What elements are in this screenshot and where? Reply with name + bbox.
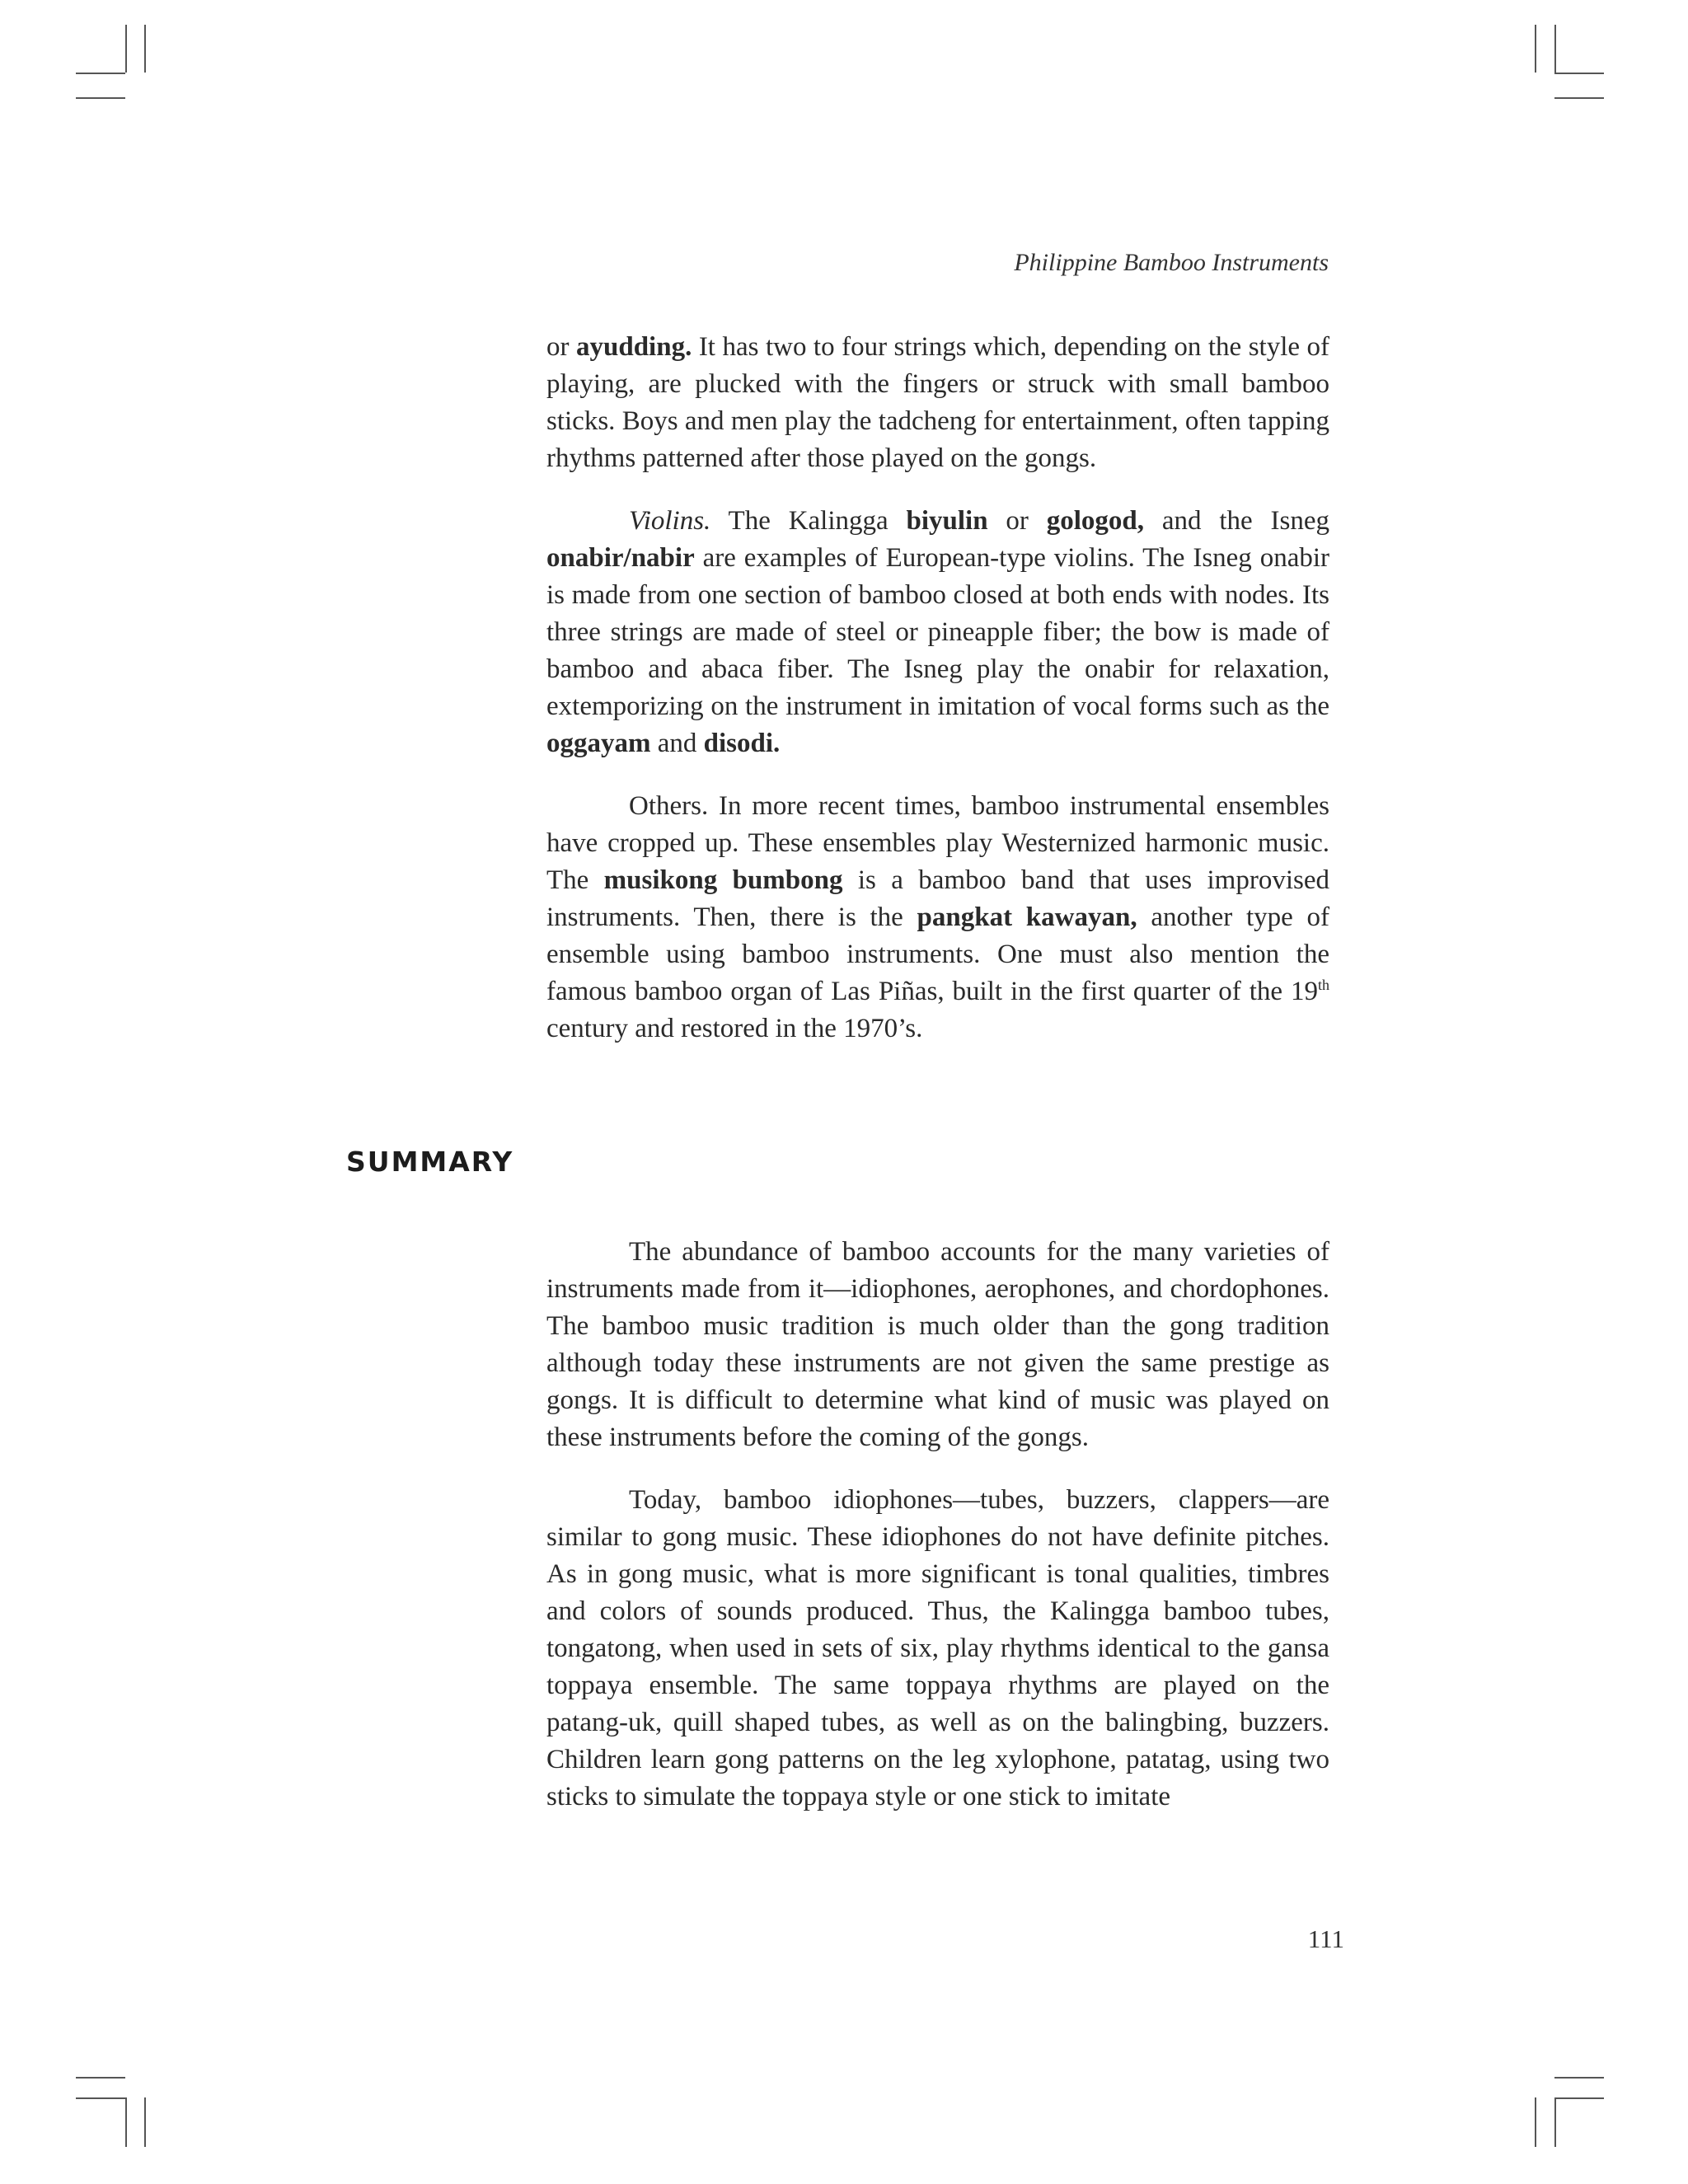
crop-mark	[1554, 2077, 1604, 2079]
paragraph-violins	[546, 503, 1329, 762]
text-run: The Kalingga	[710, 506, 907, 536]
crop-mark	[125, 25, 127, 73]
term-onabir: onabir/nabir	[546, 543, 695, 573]
crop-mark	[144, 25, 146, 73]
term-oggayam: oggayam	[546, 729, 651, 758]
paragraph-others	[546, 788, 1329, 1047]
crop-mark	[1554, 73, 1604, 74]
term-musikong-bumbong: musikong bumbong	[603, 865, 843, 895]
body-text-upper	[546, 329, 1329, 1073]
crop-mark	[144, 2097, 146, 2147]
text-run: is a bamboo band that uses improvised instruments. Then, there is the	[546, 865, 1329, 932]
run-in-heading: Violins.	[629, 506, 711, 536]
text-run: It has two to four strings which, depending on the style of playing, are plucked with the fingers or struck with small bamboo sticks. Boys and men play the tadcheng for entertainment, often tapping rhythms patterned after those played on the gongs.	[546, 332, 1329, 473]
term-pangkat-kawayan: pangkat kawayan,	[917, 902, 1137, 932]
crop-mark	[76, 2097, 125, 2099]
section-heading: SUMMARY	[346, 1146, 514, 1178]
text-run: are examples of European-type violins. The Isneg onabir is made from one section of bamboo closed at both ends with nodes. Its three strings are made of steel or pineapple fiber; the bow is made of bamboo and abaca fiber. The Isneg play the onabir for relaxation, extemporizing on the instrument in imitation of vocal forms such as the	[546, 543, 1329, 721]
term-disodi: disodi.	[703, 729, 781, 758]
term-gologod: gologod,	[1046, 506, 1145, 536]
paragraph-summary-1: The abundance of bamboo accounts for the many varieties of instruments made from it—idiophones, aerophones, and chordophones. The bamboo music tradition is much older than the gong tradition although today these instruments are not given the same prestige as gongs. It is difficult to determine what kind of music was played on these instruments before the coming of the gongs.	[546, 1237, 1329, 1452]
crop-mark	[76, 73, 125, 74]
crop-mark	[1535, 2097, 1536, 2147]
crop-mark	[125, 2097, 127, 2147]
text-run: or	[546, 332, 576, 362]
body-text-summary	[546, 1234, 1329, 1841]
crop-mark	[76, 97, 125, 99]
crop-mark	[76, 2077, 125, 2079]
crop-mark	[1554, 2097, 1556, 2147]
paragraph-summary-2: Today, bamboo idiophones—tubes, buzzers, clappers—are similar to gong music. These idiophones do not have definite pitches. As in gong music, what is more significant is tonal qualities, timbres and colors of sounds produced. Thus, the Kalingga bamboo tubes, tongatong, when used in sets of six, play rhythms identical to the gansa toppaya ensemble. The same toppaya rhythms are played on the patang-uk, quill shaped tubes, as well as on the balingbing, buzzers. Children learn gong patterns on the leg xylophone, patatag, using two sticks to simulate the toppaya style or one stick to imitate	[546, 1485, 1329, 1811]
text-run: Others. In more recent times, bamboo instrumental ensembles have cropped up. These ensembles play Westernized harmonic music. The	[546, 791, 1329, 895]
text-run: and the Isneg	[1144, 506, 1329, 536]
text-run: and	[650, 729, 704, 758]
crop-mark	[1554, 2097, 1604, 2099]
superscript: th	[1317, 977, 1329, 993]
paragraph-chordophones	[546, 329, 1329, 477]
running-head: Philippine Bamboo Instruments	[1014, 249, 1329, 276]
text-run: century and restored in the 1970’s.	[546, 1014, 923, 1043]
term-biyulin: biyulin	[906, 506, 988, 536]
text-run: another type of ensemble using bamboo instruments. One must also mention the famous bamboo organ of Las Piñas, built in the first quarter of the 19	[546, 902, 1330, 1006]
crop-mark	[1554, 97, 1604, 99]
text-run: or	[987, 506, 1047, 536]
crop-mark	[1554, 25, 1556, 73]
crop-mark	[1535, 25, 1536, 73]
page-number: 111	[1307, 1924, 1344, 1953]
term-ayudding: ayudding.	[575, 332, 692, 362]
